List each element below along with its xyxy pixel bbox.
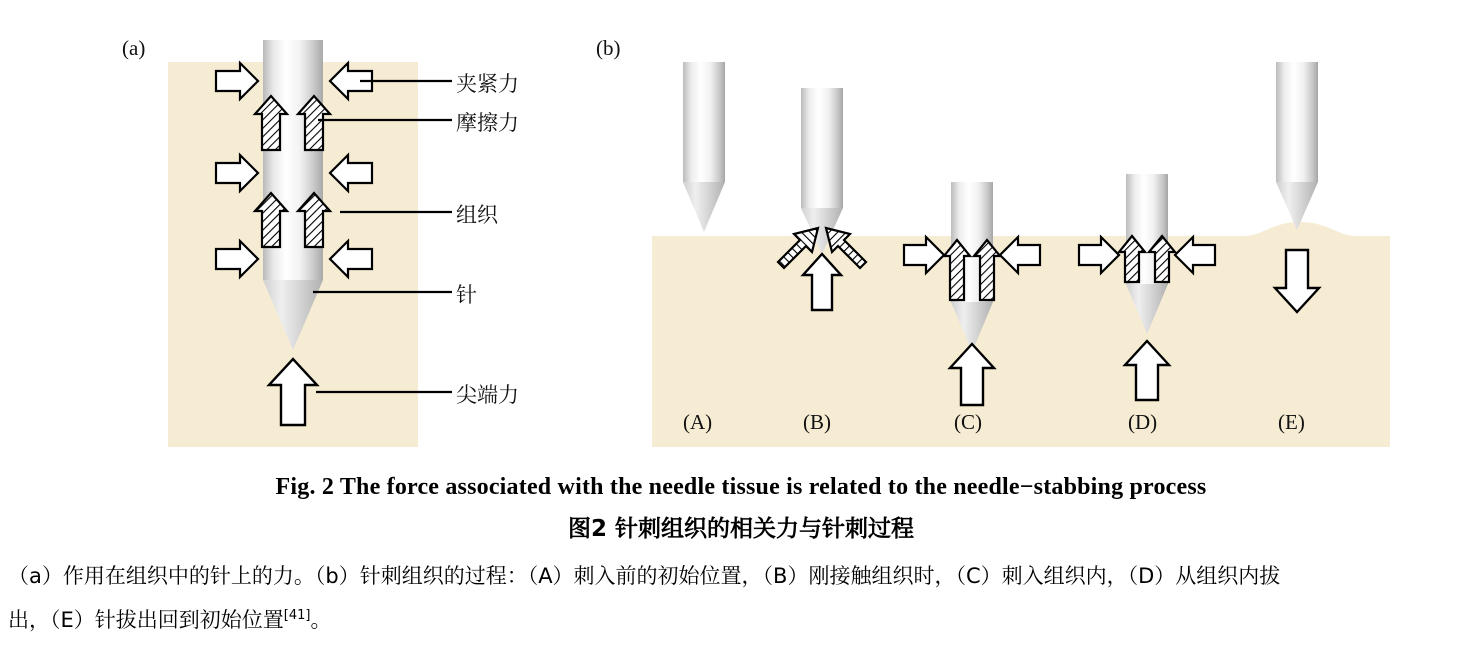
- needle-stage-a: [683, 62, 725, 232]
- callout-clamping-force: 夹紧力: [456, 72, 519, 96]
- stage-label-a: (A): [683, 410, 713, 434]
- callout-tip-force: 尖端力: [456, 383, 519, 407]
- figure-caption-body: [8, 556, 1474, 640]
- panel-b-label: (b): [596, 36, 621, 60]
- stage-label-d: (D): [1128, 410, 1158, 434]
- callout-friction-force: 摩擦力: [456, 111, 519, 135]
- needle-stage-e: [1276, 62, 1318, 230]
- panel-a-label: (a): [122, 36, 146, 60]
- caption-body-line-2-text: 出，（E）针拔出回到初始位置: [8, 608, 284, 632]
- callout-tissue: 组织: [456, 203, 498, 227]
- callout-needle: 针: [456, 283, 477, 307]
- figure-caption-chinese-title: 图2 针刺组织的相关力与针刺过程: [567, 516, 914, 542]
- caption-body-line-1: （a）作用在组织中的针上的力。（b）针刺组织的过程：（A）刺入前的初始位置，（B）刚接触组织时，（C）刺入组织内，（D）从组织内拔: [8, 564, 1281, 588]
- figure-caption-english: Fig. 2 The force associated with the needle tissue is related to the needle−stabbing process: [275, 474, 1207, 500]
- panel-b-graphic: [652, 62, 1390, 447]
- stage-label-e: (E): [1278, 410, 1305, 434]
- stage-label-c: (C): [954, 410, 982, 434]
- stage-label-b: (B): [803, 410, 831, 434]
- panel-a-graphic: [168, 40, 452, 447]
- caption-reference-superscript: [41]: [283, 608, 311, 623]
- caption-body-line-2: [8, 596, 1474, 640]
- caption-body-line-2-end: 。: [310, 608, 332, 632]
- needle-stage-b: [801, 88, 843, 254]
